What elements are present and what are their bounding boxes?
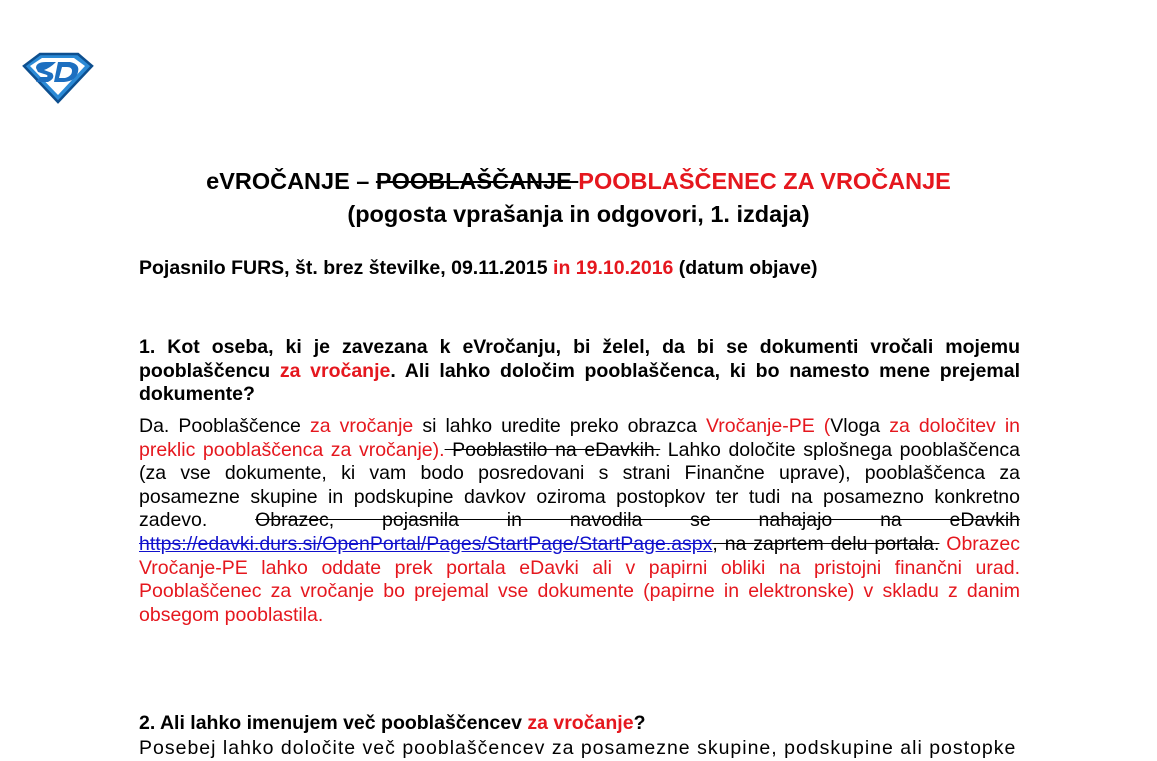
- a1-struck-1: Pooblastilo na eDavkih.: [444, 438, 661, 461]
- title-red-text: POOBLAŠČENEC ZA VROČANJE: [578, 168, 951, 194]
- q2-text-b: ?: [633, 712, 646, 734]
- a1-red-4: Obrazec Vročanje-PE lahko oddate prek portala eDavki ali v papirni obliki na pristojni finančni urad. Pooblaščenec za vročanje bo prejemal vse dokumente (papirne in elektronske) v skladu z danim obsegom pooblastila.: [139, 532, 1020, 626]
- cutoff-line-text: Posebej lahko določite več pooblaščencev za posamezne skupine, podskupine ali postopke: [139, 737, 1017, 759]
- question-1: [139, 336, 1020, 407]
- document-title: [0, 166, 1157, 196]
- q1-text-a: 1. Kot oseba, ki je zavezana k eVročanju, bi želel, da bi se dokumenti vročali mojemu pooblaščencu: [139, 336, 1020, 382]
- reference-suffix: (datum objave): [673, 257, 818, 279]
- q1-text-b: . Ali lahko določim pooblaščenca, ki bo namesto mene prejemal dokumente?: [139, 359, 1020, 406]
- title-part1: eVROČANJE –: [206, 168, 376, 194]
- cutoff-text-line: [139, 737, 1020, 759]
- q2-red-insert: za vročanje: [527, 712, 634, 734]
- edavki-link-text: https://edavki.durs.si/OpenPortal/Pages/StartPage/StartPage.aspx: [139, 532, 713, 555]
- a1-red-3: za določitev in preklic pooblaščenca za vročanje).: [139, 415, 1021, 461]
- a1-red-2: Vročanje-PE (: [706, 415, 831, 437]
- answer-1: [139, 415, 1020, 627]
- a1-text-4: Lahko določite splošnega pooblaščenca (za vse dokumente, ki vam bodo posredovani s strani Finančne uprave), pooblaščenca za posamezne skupine in podskupine davkov oziroma postopkov ter tudi na posamezno konkretno zadevo.: [139, 438, 1021, 532]
- explanation-reference: [139, 254, 818, 282]
- a1-red-1: za vročanje: [309, 415, 414, 437]
- edavki-link[interactable]: [139, 533, 712, 555]
- reference-prefix: Pojasnilo FURS, št. brez številke, 09.11.2015: [139, 257, 554, 279]
- a1-struck-3: , na zaprtem delu portala.: [712, 532, 940, 555]
- a1-text-1: Da. Pooblaščence: [139, 415, 310, 437]
- reference-red-date: in 19.10.2016: [553, 257, 674, 279]
- shield-sd-logo-icon: [22, 48, 94, 104]
- a1-text-3: Vloga: [830, 415, 890, 437]
- document-subtitle-line: (pogosta vprašanja in odgovori, 1. izdaja): [347, 201, 810, 227]
- a1-text-2: si lahko uredite preko obrazca: [413, 415, 706, 437]
- a1-struck-2: Obrazec, pojasnila in navodila se nahajajo na eDavkih: [255, 509, 1021, 532]
- title-struck-text: POOBLAŠČANJE: [375, 168, 579, 194]
- q1-red-insert: za vročanje: [279, 359, 391, 382]
- question-2: [139, 712, 1020, 736]
- q2-text-a: 2. Ali lahko imenujem več pooblaščencev: [139, 712, 528, 734]
